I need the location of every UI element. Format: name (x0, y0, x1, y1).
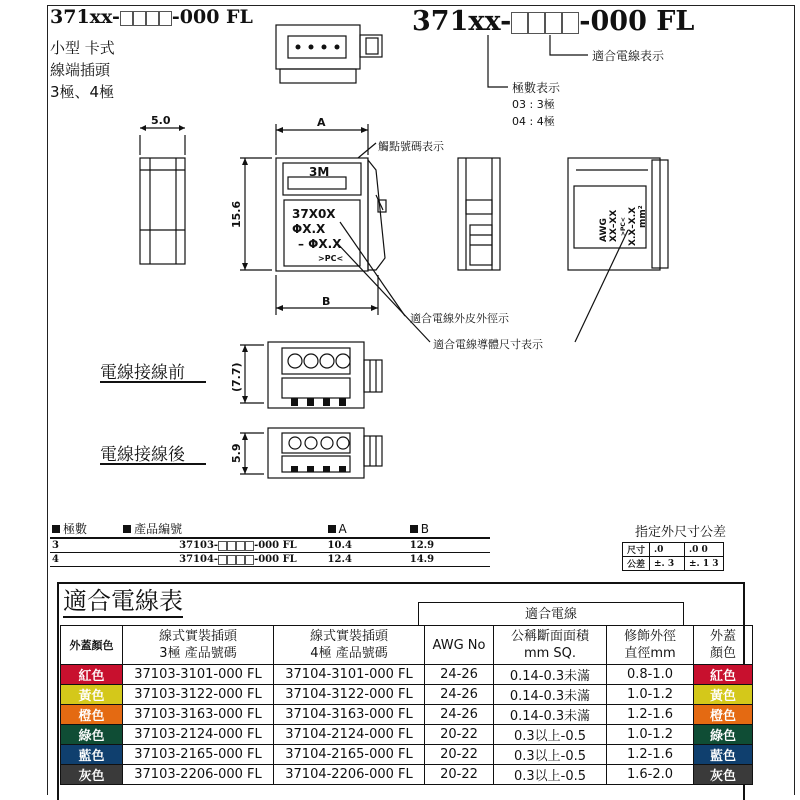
col-cover: 外蓋 顏色 (694, 626, 753, 665)
4pole-code-cell: 37104-2206-000 FL (274, 765, 425, 785)
awg-cell: 20-22 (425, 745, 494, 765)
table-row (61, 765, 753, 785)
dim-5: 5.0 (151, 114, 171, 127)
poles-03: 03 : 3極 (512, 98, 555, 111)
table-row: 4 37104- -000 FL 12.4 14.9 (50, 553, 490, 567)
body-text-1: 37X0X (292, 207, 336, 221)
col-4pole: 線式實裝插頭 4極 產品號碼 (274, 626, 425, 665)
cover-color-cell: 灰色 (61, 765, 123, 785)
table-row: 3 37103- -000 FL 10.4 12.9 (50, 538, 490, 553)
4pole-code-cell: 37104-3163-000 FL (274, 705, 425, 725)
col-cover-color: 外蓋顏色 (61, 626, 123, 665)
4pole-code-cell: 37104-2124-000 FL (274, 725, 425, 745)
tolerance-table: 尺寸 .0 .0 0 公差 ±. 3 ±. 1 3 (622, 542, 724, 571)
cover-color-cell: 橙色 (61, 705, 123, 725)
dim-15-6: 15.6 (230, 200, 243, 228)
4pole-code-cell: 37104-2165-000 FL (274, 745, 425, 765)
body-text-2: ΦX.X (292, 222, 326, 236)
col-dia: 修飾外徑 直徑mm (607, 626, 694, 665)
area-cell: 0.3以上-0.5 (494, 725, 607, 745)
wire-indicator-label: 適合電線表示 (592, 49, 665, 63)
diameter-cell: 1.2-1.6 (607, 745, 694, 765)
header-a: A (338, 521, 347, 536)
header-product-code: 產品編號 (134, 522, 183, 536)
diameter-cell: 1.0-1.2 (607, 725, 694, 745)
cover-color-cell: 黃色 (61, 685, 123, 705)
diameter-cell: 1.2-1.6 (607, 705, 694, 725)
diameter-cell: 1.6-2.0 (607, 765, 694, 785)
poles-04: 04 : 4極 (512, 115, 555, 128)
3pole-code-cell: 37103-3122-000 FL (123, 685, 274, 705)
cover-color-right-cell: 灰色 (694, 765, 753, 785)
logo-3m: 3M (309, 165, 330, 179)
tolerance-title: 指定外尺寸公差 (635, 525, 727, 540)
dim-7-7: (7.7) (230, 362, 243, 392)
wire-table (60, 625, 753, 785)
diameter-cell: 0.8-1.0 (607, 665, 694, 685)
side-text-5: mm² (638, 205, 648, 228)
dim-a: A (317, 116, 326, 129)
area-cell: 0.14-0.3未滿 (494, 665, 607, 685)
table-row (61, 685, 753, 705)
body-text-4: >PC< (318, 254, 344, 263)
awg-cell: 24-26 (425, 665, 494, 685)
header-poles: 極數 (63, 522, 88, 536)
3pole-code-cell: 37103-2124-000 FL (123, 725, 274, 745)
table-row (61, 745, 753, 765)
3pole-code-cell: 37103-3163-000 FL (123, 705, 274, 725)
before-wiring-label: 電線接線前 (100, 363, 185, 383)
dim-5-9: 5.9 (230, 443, 243, 463)
wire-group-header: 適合電線 (418, 602, 684, 625)
awg-cell: 20-22 (425, 765, 494, 785)
4pole-code-cell: 37104-3101-000 FL (274, 665, 425, 685)
area-cell: 0.14-0.3未滿 (494, 705, 607, 725)
dim-b: B (322, 295, 331, 308)
area-cell: 0.14-0.3未滿 (494, 685, 607, 705)
poles-leader (488, 35, 508, 87)
wire-table-title: 適合電線表 (63, 586, 183, 618)
col-3pole: 線式實裝插頭 3極 產品號碼 (123, 626, 274, 665)
cover-color-right-cell: 黃色 (694, 685, 753, 705)
outer-diameter-label: 適合電線外皮外徑示 (410, 312, 509, 325)
3pole-code-cell: 37103-2165-000 FL (123, 745, 274, 765)
awg-cell: 24-26 (425, 705, 494, 725)
side-text-4: X.X–X.X (628, 206, 638, 246)
side-text-2: XX–XX (609, 209, 619, 242)
cover-color-right-cell: 橙色 (694, 705, 753, 725)
part-number-callout: 371xx- -000 FL (412, 6, 695, 37)
area-cell: 0.3以上-0.5 (494, 765, 607, 785)
table-row (61, 705, 753, 725)
3pole-code-cell: 37103-2206-000 FL (123, 765, 274, 785)
cover-color-right-cell: 綠色 (694, 725, 753, 745)
dimension-table (50, 520, 490, 567)
table-row (61, 665, 753, 685)
cover-color-cell: 紅色 (61, 665, 123, 685)
col-awg: AWG No (425, 626, 494, 665)
side-text-1: AWG (599, 218, 609, 242)
cover-color-cell: 藍色 (61, 745, 123, 765)
page-title: 371xx- -000 FL (50, 6, 253, 28)
conductor-size-label: 適合電線導體尺寸表示 (433, 338, 543, 351)
awg-cell: 24-26 (425, 685, 494, 705)
col-area: 公稱斷面面積 mm SQ. (494, 626, 607, 665)
body-text-3: – ΦX.X (298, 237, 342, 251)
after-wiring-label: 電線接線後 (100, 445, 185, 465)
poles-indicator-label: 極數表示 (512, 81, 561, 95)
diameter-cell: 1.0-1.2 (607, 685, 694, 705)
cover-color-right-cell: 藍色 (694, 745, 753, 765)
cover-color-cell: 綠色 (61, 725, 123, 745)
area-cell: 0.3以上-0.5 (494, 745, 607, 765)
awg-cell: 20-22 (425, 725, 494, 745)
cover-color-right-cell: 紅色 (694, 665, 753, 685)
3pole-code-cell: 37103-3101-000 FL (123, 665, 274, 685)
side-text-3: >PC< (620, 217, 627, 236)
contact-code-label: 觸點號碼表示 (378, 140, 444, 153)
wire-leader (550, 35, 588, 55)
subtitle: 小型 卡式 線端插頭 3極、4極 (50, 39, 115, 101)
table-row (61, 725, 753, 745)
4pole-code-cell: 37104-3122-000 FL (274, 685, 425, 705)
header-b: B (420, 521, 429, 536)
